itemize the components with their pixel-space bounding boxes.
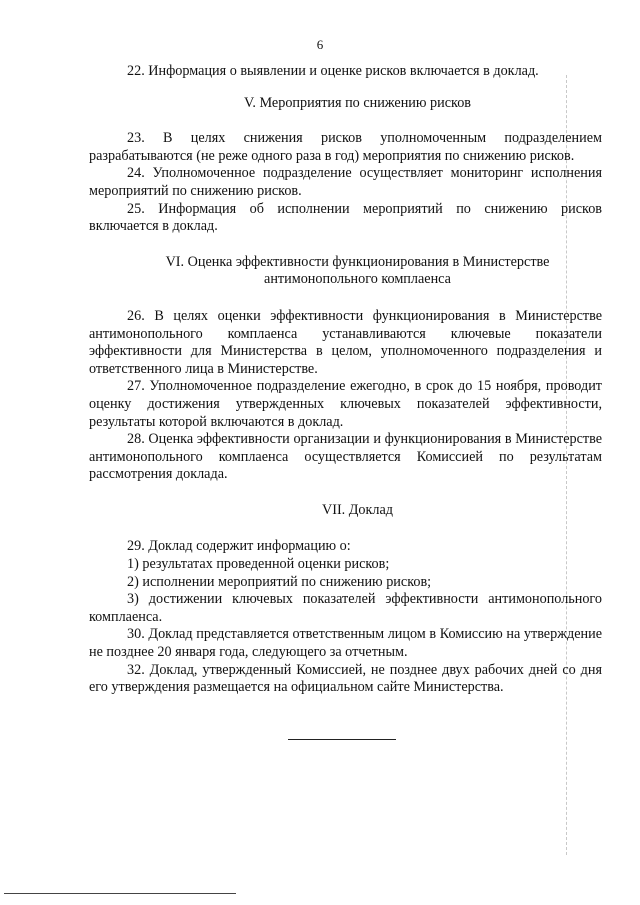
list-item-29-2: 2) исполнении мероприятий по снижению рисков; xyxy=(127,573,432,590)
paragraph-24: 24. Уполномоченное подразделение осуществляет мониторинг исполнения мероприятий по снижению рисков. xyxy=(89,165,602,199)
page-number: 6 xyxy=(316,37,324,52)
paragraph-29: 29. Доклад содержит информацию о: xyxy=(127,538,351,555)
paragraph-32: 32. Доклад, утвержденный Комиссией, не позднее двух рабочих дней со дня его утверждения размещается на официальном сайте Министерства. xyxy=(89,661,602,696)
section-heading-vii: VII. Доклад xyxy=(321,501,394,518)
paragraph-26: 26. В целях оценки эффективности функционирования в Министерстве антимонопольного комплаенса устанавливаются ключевые показатели эффективности для Министерства в целом, уполномоченного подразделения и ответственного лица в Министерстве. xyxy=(89,307,602,377)
list-item-29-1: 1) результатах проведенной оценки рисков; xyxy=(127,556,390,573)
document-body xyxy=(89,63,602,697)
paragraph-25: 25. Информация об исполнении мероприятий по снижению рисков включается в доклад. xyxy=(89,200,602,235)
list-item-29-3: 3) достижении ключевых показателей эффективности антимонопольного комплаенса. xyxy=(89,591,602,625)
paragraph-27: 27. Уполномоченное подразделение ежегодно, в срок до 15 ноября, проводит оценку достижения утвержденных ключевых показателей эффективности, результаты которой включаются в доклад. xyxy=(89,378,602,430)
section-heading-v: V. Мероприятия по снижению рисков xyxy=(244,94,471,111)
section-heading-vi-line2: антимонопольного комплаенса xyxy=(264,271,451,288)
paragraph-28: 28. Оценка эффективности организации и функционирования в Министерстве антимонопольного комплаенса осуществляется Комиссией по результатам рассмотрения доклада. xyxy=(89,431,602,483)
paragraph-22: 22. Информация о выявлении и оценке рисков включается в доклад. xyxy=(127,63,539,79)
section-heading-vi-line1: VI. Оценка эффективности функционирования в Министерстве xyxy=(165,253,550,270)
footer-rule xyxy=(4,893,236,894)
end-of-text-rule xyxy=(288,739,396,740)
paragraph-30: 30. Доклад представляется ответственным лицом в Комиссию на утверждение не позднее 20 января года, следующего за отчетным. xyxy=(89,626,602,661)
paragraph-23: 23. В целях снижения рисков уполномоченным подразделением разрабатываются (не реже одного раза в год) мероприятия по снижению рисков. xyxy=(89,130,602,164)
section-heading-vi xyxy=(89,254,602,289)
